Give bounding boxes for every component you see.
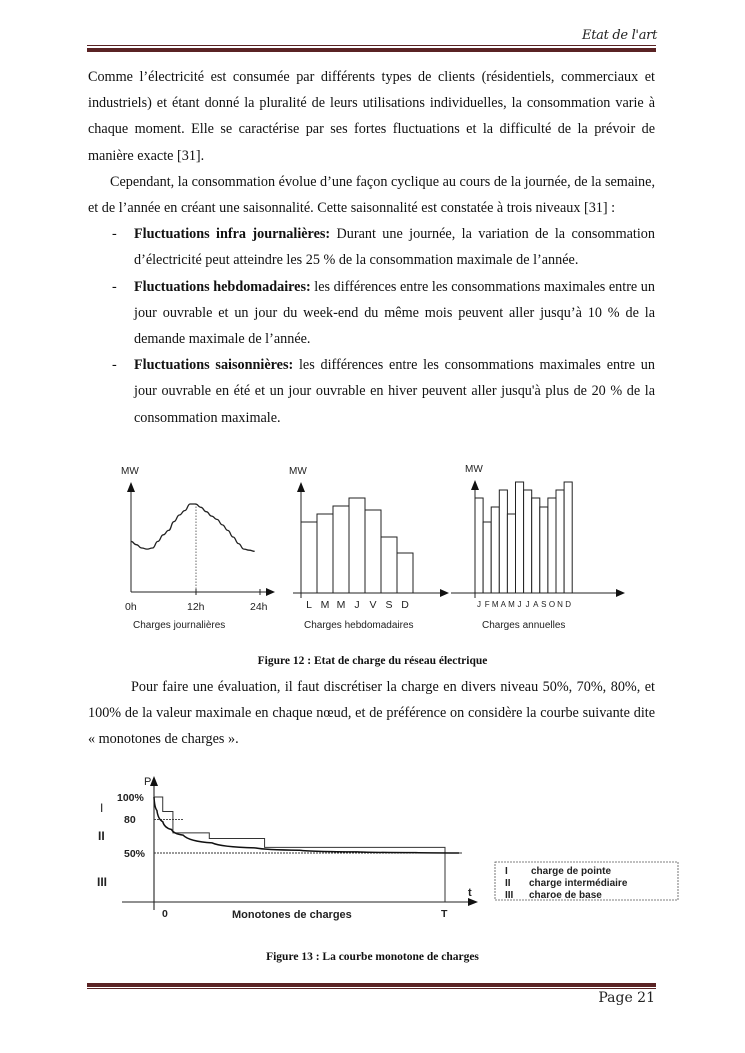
- daily-y-label: MW: [121, 466, 139, 477]
- monotone-legend: [495, 862, 678, 901]
- annual-tick-label-0: J: [477, 600, 482, 609]
- legend-label-II: charge intermédiaire: [529, 878, 628, 889]
- annual-bar-2: [491, 507, 499, 593]
- fluctuation-list: [88, 221, 655, 431]
- monotone-tick-80: 80: [124, 814, 136, 826]
- daily-tick-label-24h: 24h: [250, 601, 268, 613]
- daily-tick-label-0h: 0h: [125, 601, 137, 613]
- figure-13-monotone-chart: [0, 765, 745, 935]
- annual-tick-label-4: M: [508, 600, 515, 609]
- legend-label-III: charoe de base: [529, 890, 602, 901]
- weekly-tick-label-0: L: [306, 599, 312, 611]
- list-item-text: Durant une journée, la variation de la consommation d’électricité peut atteindre les 25 % de la consommation maximale de l’année.: [134, 226, 655, 269]
- list-item-term: Fluctuations hebdomadaires:: [134, 278, 311, 295]
- figure-12-caption: Figure 12 : Etat de charge du réseau électrique: [257, 655, 488, 667]
- body-text-middle: [88, 674, 655, 753]
- annual-bar-7: [532, 498, 540, 593]
- daily-load-curve: [131, 504, 255, 551]
- weekly-tick-label-4: V: [369, 599, 377, 611]
- weekly-x-arrow-icon: [440, 589, 449, 597]
- weekly-bar-0: [301, 522, 317, 593]
- monotone-tick-T: T: [441, 908, 448, 920]
- chart-annual-load: [451, 464, 625, 631]
- weekly-bar-3: [349, 498, 365, 593]
- annual-bar-10: [556, 490, 564, 593]
- annual-y-label: MW: [465, 464, 483, 475]
- legend-label-I: charge de pointe: [531, 866, 612, 877]
- annual-tick-label-3: A: [500, 600, 507, 609]
- annual-bar-11: [564, 482, 572, 593]
- chart-weekly-load: [289, 466, 449, 631]
- running-header-title: Etat de l'art: [582, 28, 657, 43]
- legend-key-I: I: [505, 866, 508, 877]
- bullet-dash: -: [112, 226, 117, 243]
- annual-tick-label-11: D: [565, 600, 572, 609]
- weekly-tick-label-3: J: [354, 599, 360, 611]
- region-label-III: III: [97, 875, 108, 889]
- annual-x-arrow-icon: [616, 589, 625, 597]
- annual-bar-1: [483, 522, 491, 593]
- list-item-hebdomadaires: [88, 274, 655, 353]
- weekly-chart-title: Charges hebdomadaires: [304, 620, 414, 631]
- list-item-text: les différences entre les consommations maximales entre un jour ouvrable en été et un jour ouvrable en hiver peuvent aller jusqu'à plus de 20 % de la consommation maximale.: [134, 357, 655, 426]
- footer-rule-thin: [87, 988, 656, 989]
- header-rule-thick: [87, 48, 656, 52]
- paragraph-3: Pour faire une évaluation, il faut discrétiser la charge en divers niveau 50%, 70%, 80%, et 100% de la valeur maximale en chaque nœud, et de préférence on considère la courbe suivante dite « monotones de charges ».: [88, 679, 655, 748]
- body-text-top: [88, 64, 655, 431]
- region-label-II: II: [98, 829, 105, 843]
- annual-bar-8: [540, 507, 548, 593]
- annual-tick-label-7: A: [533, 600, 539, 609]
- weekly-y-arrow-icon: [297, 482, 305, 492]
- annual-tick-label-8: S: [541, 600, 547, 609]
- list-item-text: les différences entre les consommations maximales entre un jour ouvrable et un jour du week-end du même mois peuvent aller jusqu’à 10 % de la demande maximale de l’année.: [134, 278, 655, 348]
- annual-bar-3: [499, 490, 507, 593]
- paragraph-1: Comme l’électricité est consumée par différents types de clients (résidentiels, commerciaux et industriels) et étant donné la pluralité de leurs utilisations individuelles, la consommation varie à chaque moment. Elle se caractérise par ses fortes fluctuations et la difficulté de la prévoir de manière exacte [31].: [88, 69, 655, 164]
- legend-key-II: II: [505, 878, 511, 889]
- figure-13-caption: Figure 13 : La courbe monotone de charges: [266, 951, 479, 963]
- chart-daily-load: [121, 466, 275, 631]
- monotone-x-label: t: [468, 887, 472, 899]
- annual-chart-title: Charges annuelles: [482, 620, 566, 631]
- daily-y-arrow-icon: [127, 482, 135, 492]
- list-item-infra-journalieres: [88, 221, 655, 273]
- footer-rule-thick: [87, 983, 656, 987]
- annual-tick-label-9: O: [548, 600, 556, 609]
- list-item-saisonnieres: [88, 352, 655, 431]
- region-label-I: I: [100, 801, 104, 815]
- weekly-bar-5: [381, 537, 397, 593]
- annual-tick-label-5: J: [517, 600, 522, 609]
- annual-tick-label-2: M: [491, 600, 499, 609]
- weekly-y-label: MW: [289, 466, 307, 477]
- monotone-tick-50: 50%: [124, 848, 146, 860]
- weekly-bar-4: [365, 510, 381, 593]
- page-number: Page 21: [598, 990, 655, 1006]
- annual-tick-label-1: F: [484, 600, 490, 609]
- monotone-tick-100: 100%: [117, 792, 144, 804]
- annual-bar-5: [516, 482, 524, 593]
- weekly-bar-1: [317, 514, 333, 593]
- legend-key-III: III: [505, 890, 514, 901]
- daily-x-arrow-icon: [266, 588, 275, 596]
- monotone-curve: [154, 797, 460, 853]
- paragraph-2: Cependant, la consommation évolue d’une façon cyclique au cours de la journée, de la semaine, et de l’année en créant une saisonnalité. Cette saisonnalité est constatée à trois niveaux [31] :: [88, 173, 655, 217]
- bullet-dash: -: [112, 357, 117, 374]
- list-item-term: Fluctuations infra journalières:: [134, 226, 331, 243]
- daily-tick-label-12h: 12h: [187, 601, 205, 613]
- list-item-term: Fluctuations saisonnières:: [134, 357, 294, 374]
- monotone-x-arrow-icon: [468, 898, 478, 906]
- weekly-tick-label-2: M: [336, 599, 346, 611]
- monotone-chart-title: Monotones de charges: [232, 909, 352, 921]
- figure-12-charts: [0, 455, 745, 640]
- annual-y-arrow-icon: [471, 480, 479, 490]
- header-rule-thin: [87, 45, 656, 46]
- annual-bar-4: [507, 514, 515, 593]
- weekly-bar-2: [333, 506, 349, 593]
- weekly-tick-label-1: M: [320, 599, 330, 611]
- bullet-dash: -: [112, 278, 117, 295]
- annual-bar-9: [548, 498, 556, 593]
- weekly-tick-label-5: S: [385, 599, 393, 611]
- annual-tick-label-10: N: [557, 600, 563, 609]
- weekly-tick-label-6: D: [401, 599, 409, 611]
- weekly-bar-6: [397, 553, 413, 593]
- daily-chart-title: Charges journalières: [133, 620, 226, 631]
- annual-tick-label-6: J: [525, 600, 530, 609]
- annual-bar-6: [524, 490, 532, 593]
- monotone-y-label: P: [144, 776, 152, 788]
- monotone-tick-0: 0: [162, 908, 168, 920]
- annual-bar-0: [475, 498, 483, 593]
